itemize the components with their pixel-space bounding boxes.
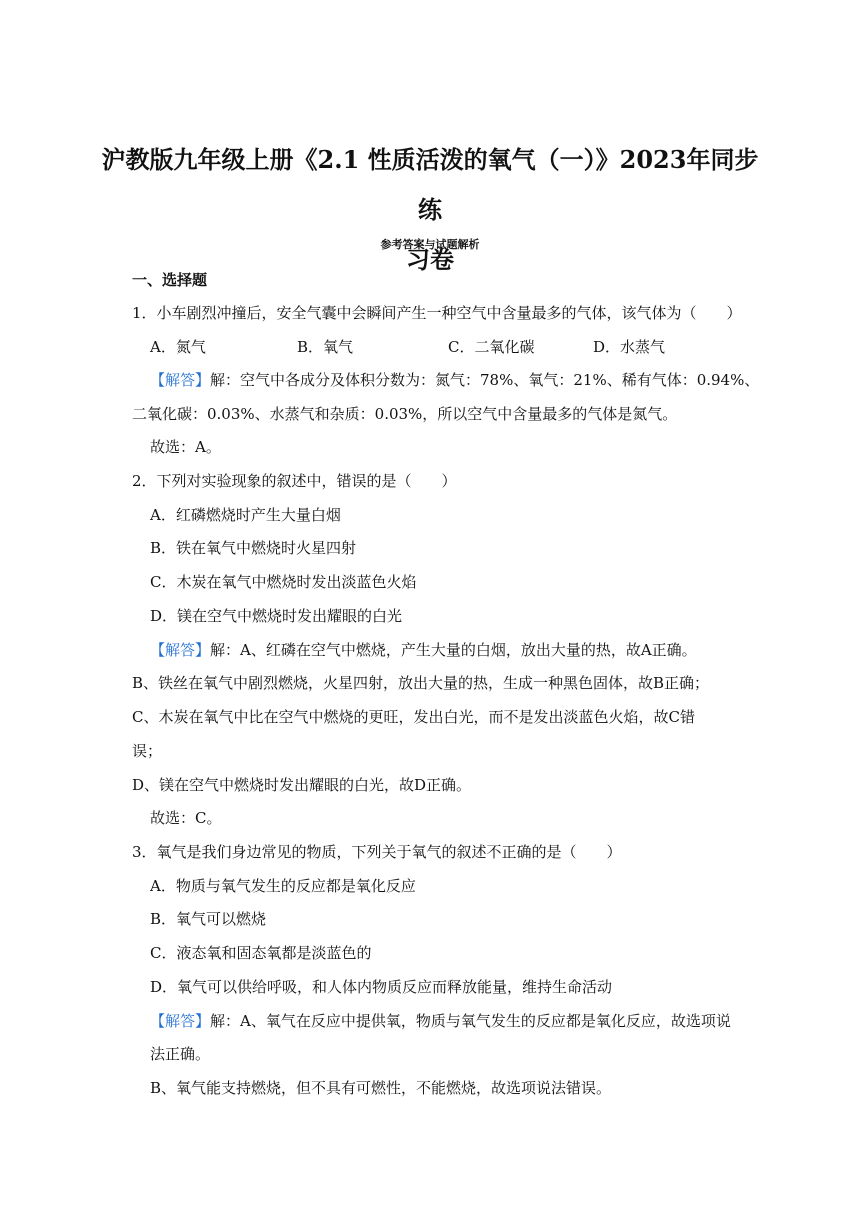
q3-solution-line-1: 【解答】解：A、氧气在反应中提供氧，物质与氧气发生的反应都是氧化反应，故选项说: [150, 1012, 731, 1030]
solution-tag: 【解答】: [150, 1012, 211, 1030]
q1-option-a: A．氮气: [150, 338, 206, 356]
q1-option-c: C．二氧化碳: [448, 338, 535, 356]
q1-answer: 故选：A。: [150, 438, 221, 456]
q2-option-d: D．镁在空气中燃烧时发出耀眼的白光: [150, 607, 403, 625]
q2-solution-line-3: C、木炭在氧气中比在空气中燃烧的更旺，发出白光，而不是发出淡蓝色火焰，故C错: [132, 708, 695, 726]
title-line-1: 沪教版九年级上册《2.1 性质活泼的氧气（一）》2023年同步练: [101, 145, 759, 224]
q1-option-d: D．水蒸气: [593, 338, 666, 356]
q3-option-b: B．氧气可以燃烧: [150, 910, 267, 928]
document-title: [100, 135, 760, 285]
title-line-2: 习卷: [406, 245, 454, 274]
q2-solution-line-2: B、铁丝在氧气中剧烈燃烧，火星四射，放出大量的热，生成一种黑色固体，故B正确；: [132, 674, 710, 692]
q2-answer: 故选：C。: [150, 809, 222, 827]
document-subtitle: 参考答案与试题解析: [380, 238, 480, 251]
q3-solution-line-3: B、氧气能支持燃烧，但不具有可燃性，不能燃烧，故选项说法错误。: [150, 1079, 612, 1097]
q2-option-a: A．红磷燃烧时产生大量白烟: [150, 506, 341, 524]
q2-solution-line-1: 【解答】解：A、红磷在空气中燃烧，产生大量的白烟，放出大量的热，故A正确。: [150, 641, 697, 659]
q3-stem: 3．氧气是我们身边常见的物质，下列关于氧气的叙述不正确的是（ ）: [132, 843, 622, 861]
solution-tag: 【解答】: [150, 641, 211, 659]
q1-stem: 1．小车剧烈冲撞后，安全气囊中会瞬间产生一种空气中含量最多的气体，该气体为（ ）: [132, 304, 742, 322]
section-heading: 一、选择题: [132, 271, 208, 289]
q2-stem: 2．下列对实验现象的叙述中，错误的是（ ）: [132, 472, 457, 490]
q1-solution-line-1: 【解答】解：空气中各成分及体积分数为：氮气：78%、氧气：21%、稀有气体：0.94%、: [150, 371, 760, 389]
q1-option-b: B．氧气: [297, 338, 354, 356]
q2-option-c: C．木炭在氧气中燃烧时发出淡蓝色火焰: [150, 573, 417, 591]
solution-tag: 【解答】: [150, 371, 211, 389]
q2-option-b: B．铁在氧气中燃烧时火星四射: [150, 539, 357, 557]
q2-solution-line-4: 误；: [132, 742, 163, 760]
q3-option-a: A．物质与氧气发生的反应都是氧化反应: [150, 877, 416, 895]
q3-solution-line-2: 法正确。: [150, 1045, 211, 1063]
q1-solution-line-2: 二氧化碳：0.03%、水蒸气和杂质：0.03%，所以空气中含量最多的气体是氮气。: [132, 405, 678, 423]
q2-solution-line-5: D、镁在空气中燃烧时发出耀眼的白光，故D正确。: [132, 776, 472, 794]
q3-option-d: D．氧气可以供给呼吸，和人体内物质反应而释放能量，维持生命活动: [150, 978, 613, 996]
q3-option-c: C．液态氧和固态氧都是淡蓝色的: [150, 944, 372, 962]
